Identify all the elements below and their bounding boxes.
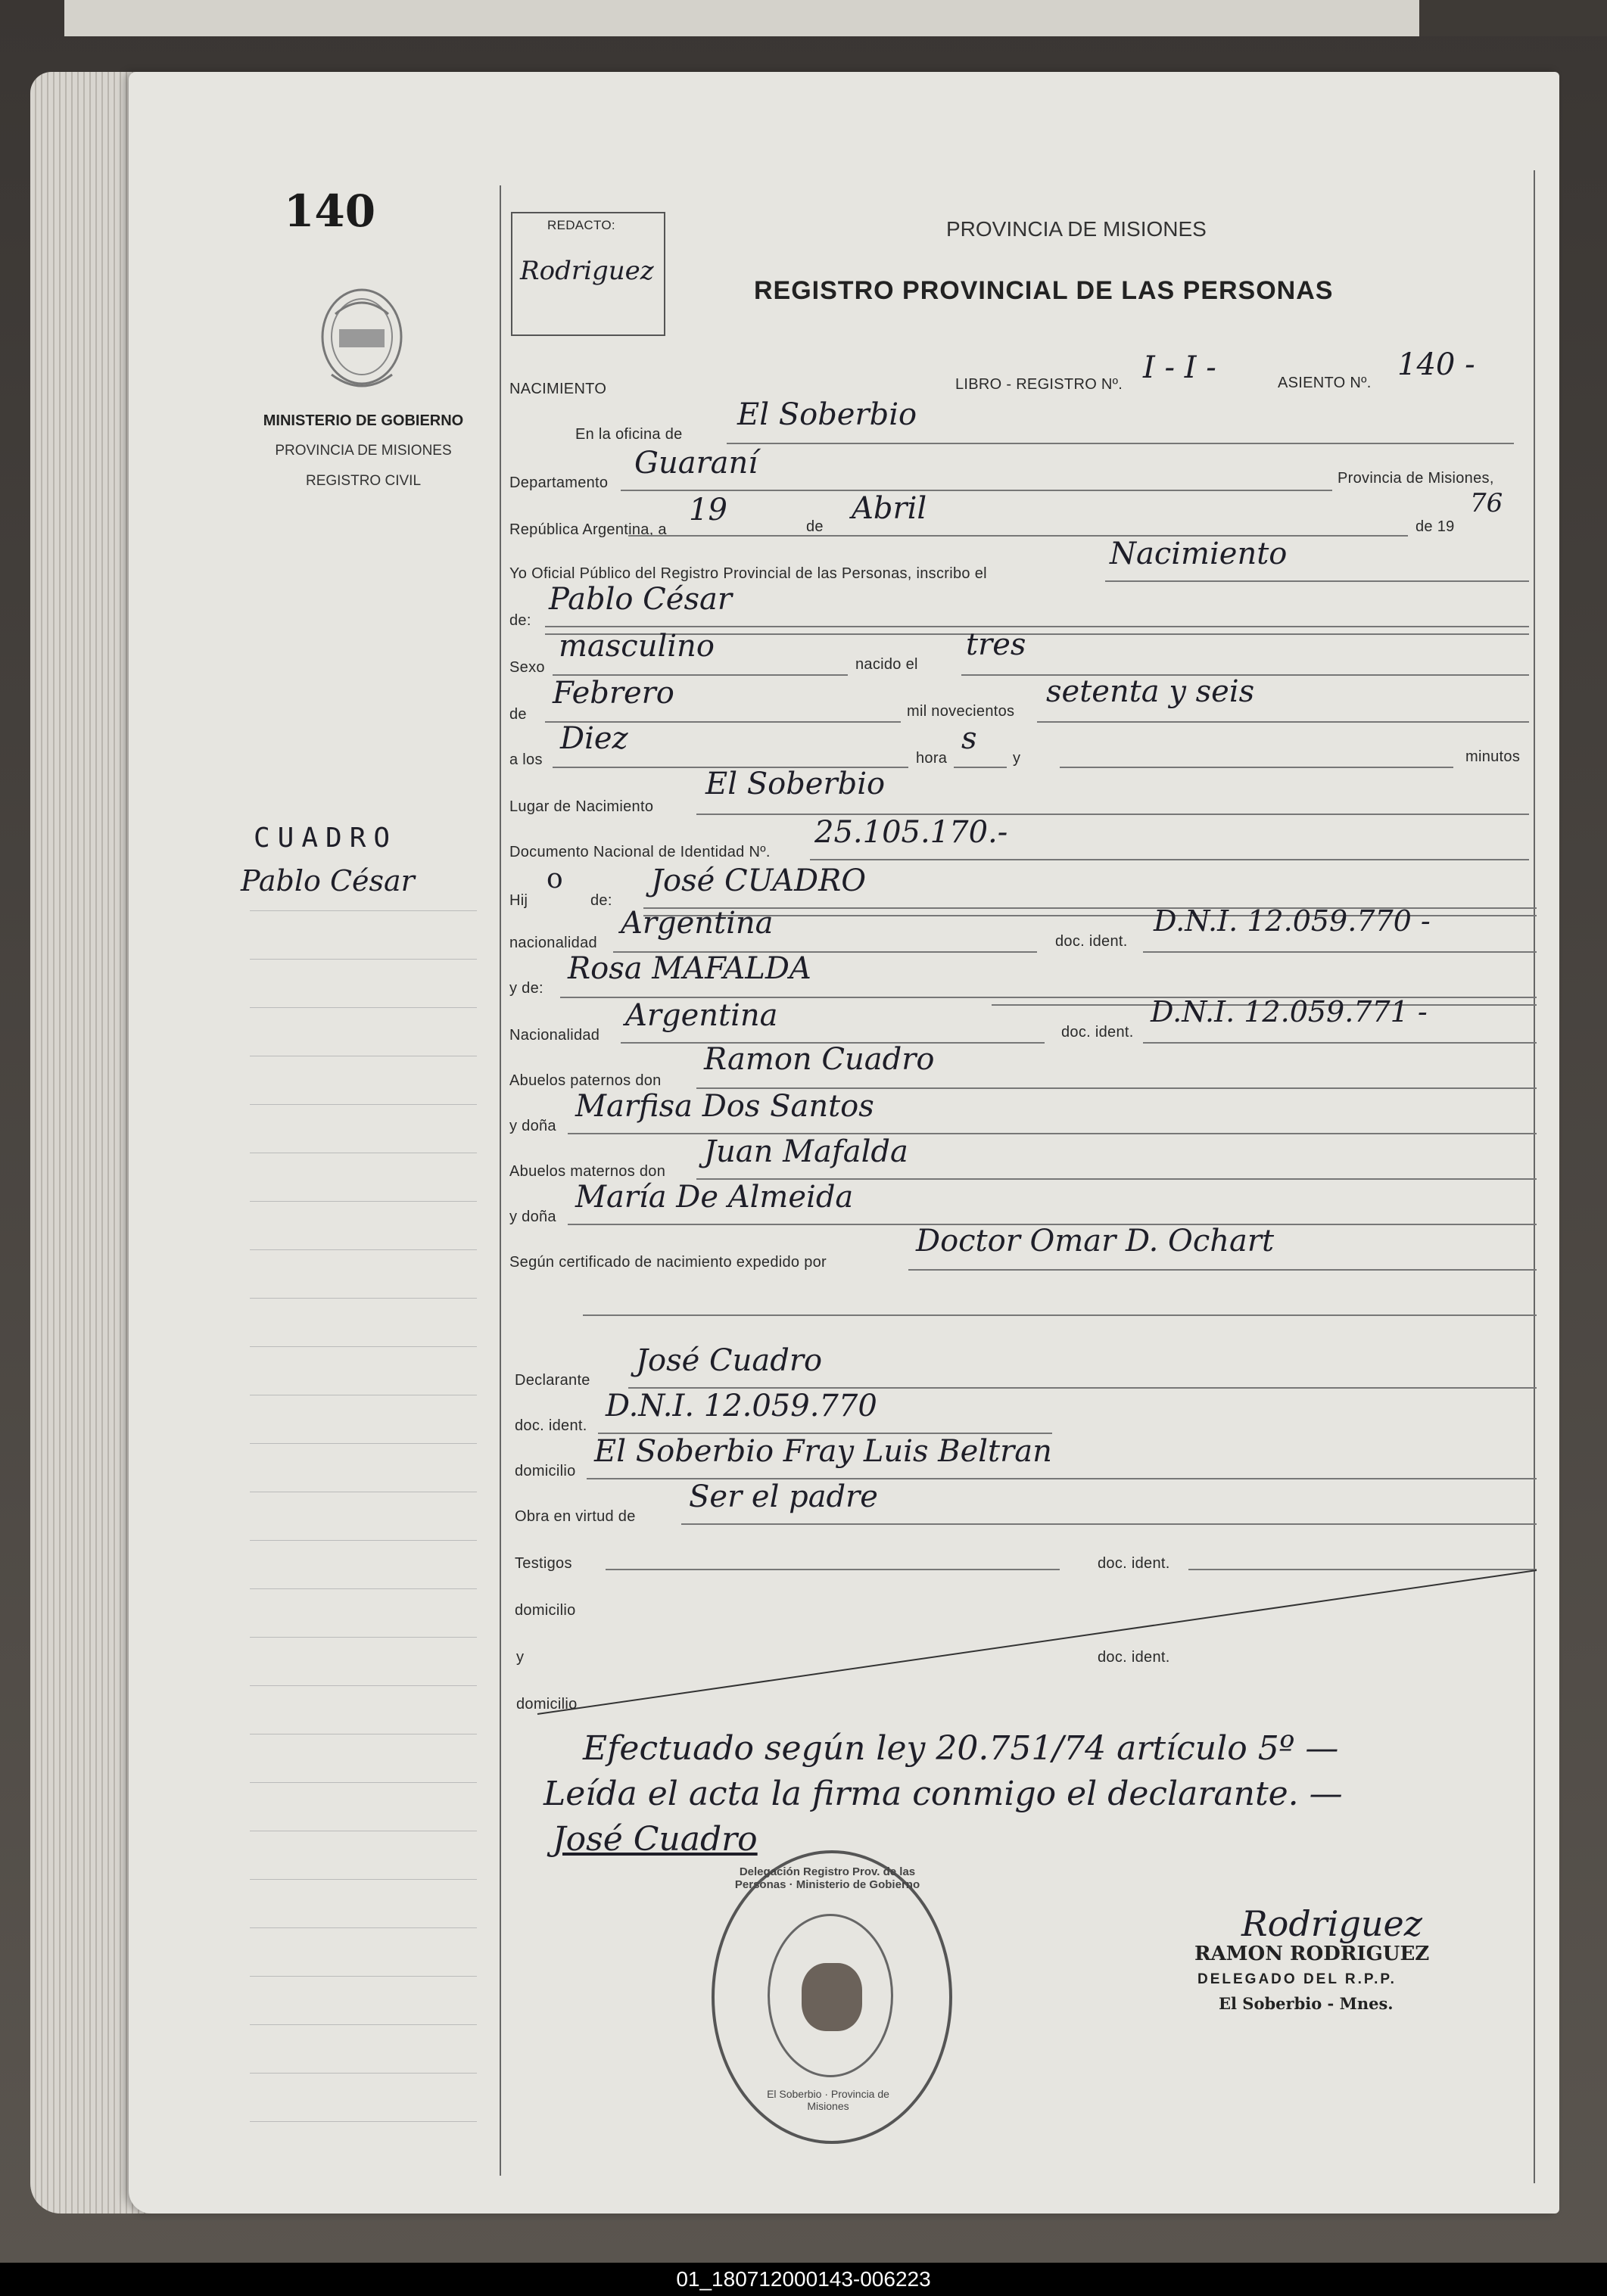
fill-line: [727, 443, 1514, 444]
margin-rule-line: [250, 1540, 477, 1541]
official-seal: [712, 1850, 952, 2144]
mil-label: mil novecientos: [907, 703, 1015, 720]
image-caption: 01_180712000143-006223: [676, 2267, 931, 2291]
margin-rule-line: [250, 910, 477, 911]
abuelo-pat-value: Ramon Cuadro: [704, 1042, 935, 1077]
margin-rule-line: [250, 1201, 477, 1202]
doc-ident-label: doc. ident.: [1055, 933, 1128, 950]
margin-rule-line: [250, 1346, 477, 1347]
segun-label: Según certificado de nacimiento expedido por: [509, 1254, 827, 1271]
fill-line: [954, 767, 1007, 768]
right-rule: [1534, 170, 1535, 2183]
fill-line: [628, 535, 1408, 537]
a-los-value: Diez: [560, 721, 628, 756]
margin-rule-line: [250, 1443, 477, 1444]
month-value: Abril: [852, 491, 927, 526]
sexo-value: masculino: [559, 629, 715, 664]
sexo-label: Sexo: [509, 659, 545, 676]
coat-of-arms-icon: [309, 284, 415, 397]
margin-rule: [500, 185, 501, 2176]
declarante-label: Declarante: [515, 1372, 590, 1389]
note-line-1: Efectuado según ley 20.751/74 artículo 5º —: [583, 1729, 1339, 1768]
margin-rule-line: [250, 1637, 477, 1638]
oficial-value: Nacimiento: [1110, 537, 1288, 571]
book-cover-corner: [1419, 0, 1607, 36]
officer-place: El Soberbio - Mnes.: [1219, 1994, 1394, 2013]
hora-value: s: [961, 721, 977, 756]
doc-ident3-label: doc. ident.: [515, 1417, 587, 1434]
margin-rule-line: [250, 1879, 477, 1880]
testigos-label: Testigos: [515, 1555, 572, 1572]
ministry-label: MINISTERIO DE GOBIERNO: [263, 412, 464, 429]
obra-label: Obra en virtud de: [515, 1508, 636, 1525]
y-label: y: [1013, 750, 1021, 767]
seal-inner-text: El Soberbio · Provincia de Misiones: [767, 2088, 889, 2112]
y-de-label: y de:: [509, 980, 543, 997]
nacido-label: nacido el: [855, 656, 918, 673]
margin-surname: CUADRO: [254, 823, 398, 854]
y-dona-label: y doña: [509, 1118, 556, 1134]
margin-rule-line: [250, 1007, 477, 1008]
abuelo-mat-value: Juan Mafalda: [704, 1134, 908, 1169]
office-label: REGISTRO CIVIL: [305, 473, 422, 489]
oficial-label: Yo Oficial Público del Registro Provincial de las Personas, inscribo el: [509, 565, 987, 582]
margin-rule-line: [250, 2073, 477, 2074]
margin-rule-line: [250, 1927, 477, 1928]
header-province: PROVINCIA DE MISIONES: [946, 217, 1207, 241]
minutos-label: minutos: [1465, 748, 1521, 765]
abuelos-pat-label: Abuelos paternos don: [509, 1072, 662, 1089]
domicilio3-label: domicilio: [516, 1696, 578, 1713]
oficina-label: En la oficina de: [575, 426, 683, 443]
birth-month-value: Febrero: [553, 676, 674, 711]
abuela-pat-value: Marfisa Dos Santos: [575, 1089, 874, 1124]
nac2-label: Nacionalidad: [509, 1027, 600, 1044]
fill-line: [1037, 721, 1529, 723]
y-dona2-label: y doña: [509, 1209, 556, 1225]
mother-value: Rosa MAFALDA: [568, 951, 811, 986]
lugar-value: El Soberbio: [705, 767, 886, 801]
officer-role: DELEGADO DEL R.P.P.: [1197, 1971, 1397, 1987]
departamento-value: Guaraní: [634, 446, 758, 481]
libro-label: LIBRO - REGISTRO Nº.: [955, 376, 1123, 393]
redacto-box: [511, 212, 665, 336]
asiento-label: ASIENTO Nº.: [1278, 375, 1372, 391]
margin-rule-line: [250, 959, 477, 960]
declarante-value: José Cuadro: [636, 1343, 823, 1378]
margin-rule-line: [250, 1685, 477, 1686]
officer-signature: Rodriguez: [1241, 1903, 1423, 1944]
nacimiento-label: NACIMIENTO: [509, 381, 607, 397]
fill-line: [1143, 951, 1537, 953]
day-value: 19: [689, 493, 727, 527]
doc-ident2-label: doc. ident.: [1061, 1024, 1134, 1041]
book-cover-edge: [64, 0, 1419, 36]
doc-ident5-label: doc. ident.: [1098, 1649, 1170, 1666]
domicilio-value: El Soberbio Fray Luis Beltran: [594, 1434, 1052, 1469]
mil-value: setenta y seis: [1046, 674, 1255, 709]
de2-label: de: [509, 706, 527, 723]
abuelos-mat-label: Abuelos maternos don: [509, 1163, 666, 1180]
libro-value: I - I -: [1143, 350, 1216, 385]
fill-line: [908, 1269, 1537, 1271]
father-value: José CUADRO: [651, 863, 866, 898]
margin-rule-line: [250, 1249, 477, 1250]
year-label: de 19: [1415, 518, 1455, 535]
a-los-label: a los: [509, 751, 543, 768]
header-title: REGISTRO PROVINCIAL DE LAS PERSONAS: [754, 276, 1334, 305]
redacto-label: REDACTO:: [547, 218, 615, 232]
documento-value: 25.105.170.-: [814, 815, 1008, 850]
margin-name: Pablo César: [241, 864, 415, 898]
name-value: Pablo César: [549, 582, 732, 617]
margin-rule-line: [250, 2024, 477, 2025]
fill-line: [621, 490, 1332, 491]
fill-line: [545, 626, 1529, 627]
doc-ident4-label: doc. ident.: [1098, 1555, 1170, 1572]
mother-doc-value: D.N.I. 12.059.771 -: [1151, 995, 1428, 1028]
departamento-label: Departamento: [509, 474, 609, 491]
hijo-de-label: de:: [590, 892, 612, 909]
province-label: PROVINCIA DE MISIONES: [275, 443, 452, 459]
republica-label: República Argentina, a: [509, 521, 667, 538]
documento-label: Documento Nacional de Identidad Nº.: [509, 844, 771, 860]
de-name-label: de:: [509, 612, 531, 629]
note-line-2: Leída el acta la firma conmigo el declarante. —: [543, 1775, 1343, 1813]
father-nat-value: Argentina: [621, 906, 774, 941]
declarant-signature: José Cuadro: [553, 1820, 758, 1859]
lugar-label: Lugar de Nacimiento: [509, 798, 654, 815]
page-number: 140: [284, 185, 376, 237]
margin-rule-line: [250, 1782, 477, 1783]
obra-value: Ser el padre: [689, 1479, 878, 1514]
abuela-mat-value: María De Almeida: [575, 1180, 854, 1215]
segun-value: Doctor Omar D. Ochart: [916, 1224, 1275, 1258]
margin-rule-line: [250, 1588, 477, 1589]
redacto-signature: Rodriguez: [520, 256, 654, 286]
fill-line: [681, 1523, 1537, 1525]
mother-nat-value: Argentina: [625, 998, 778, 1033]
margin-rule-line: [250, 2121, 477, 2122]
oficina-value: El Soberbio: [737, 397, 917, 432]
fill-line: [810, 859, 1529, 860]
seal-outer-text: Delegación Registro Prov. de las Personas · Ministerio de Gobierno: [734, 1865, 920, 1891]
margin-rule-line: [250, 1976, 477, 1977]
officer-name: RAMON RODRIGUEZ: [1194, 1943, 1430, 1965]
nac-label: nacionalidad: [509, 935, 597, 951]
asiento-value: 140 -: [1397, 347, 1475, 382]
de-label: de: [806, 518, 824, 535]
y2-label: y: [516, 1649, 525, 1666]
nacido-value: tres: [966, 627, 1026, 662]
register-page: [129, 72, 1559, 2214]
margin-rule-line: [250, 1298, 477, 1299]
hora-label: hora: [916, 750, 948, 767]
fill-line: [1060, 767, 1453, 768]
domicilio2-label: domicilio: [515, 1602, 576, 1619]
fill-line: [1105, 580, 1529, 582]
provincia-label: Provincia de Misiones,: [1338, 470, 1494, 487]
hijo-suffix: o: [547, 863, 563, 894]
father-doc-value: D.N.I. 12.059.770 -: [1154, 904, 1431, 938]
fill-line: [1143, 1042, 1537, 1044]
fill-line: [583, 1314, 1537, 1316]
hijo-label: Hij: [509, 892, 528, 909]
margin-rule-line: [250, 1104, 477, 1105]
decl-doc-value: D.N.I. 12.059.770: [606, 1389, 877, 1423]
year-value: 76: [1470, 488, 1503, 518]
domicilio-label: domicilio: [515, 1463, 576, 1479]
